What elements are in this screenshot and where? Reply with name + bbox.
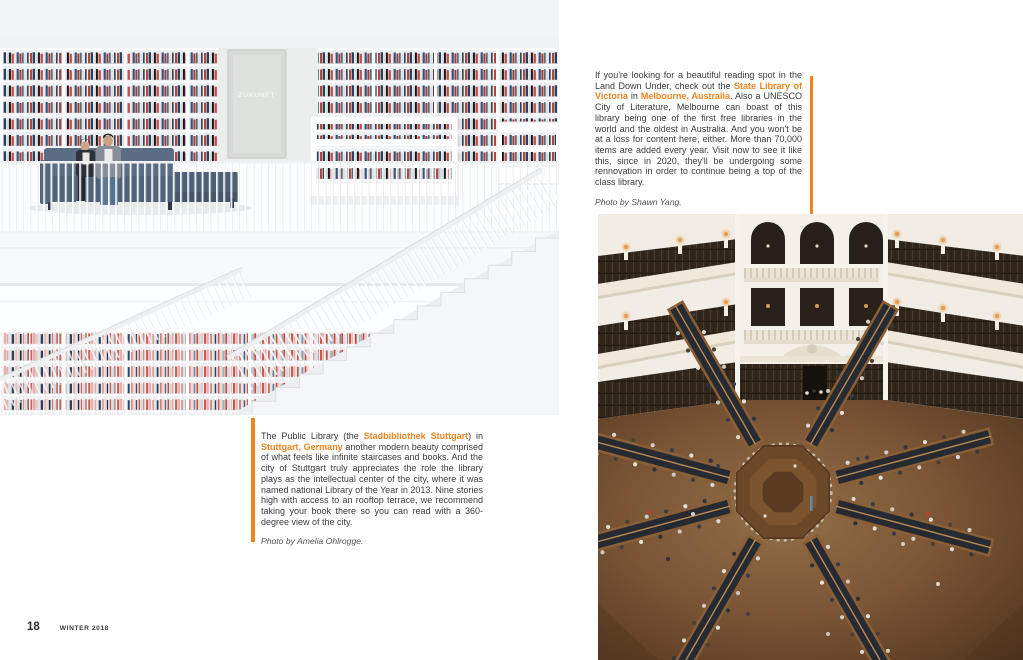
melbourne-paragraph <box>595 70 802 188</box>
highlight-state-library: State Library of Victoria <box>595 80 803 102</box>
stuttgart-photo-illustration <box>0 0 559 415</box>
right-gallery <box>885 230 1023 420</box>
highlight-stadbibliothek: Stadbibliothek Stuttgart <box>363 431 469 441</box>
accent-bar-left <box>251 418 255 542</box>
text-run: in <box>627 91 641 102</box>
text-run: If you're looking for a beautiful reading spot in the Land Down Under, check out the <box>595 70 802 91</box>
blue-flag <box>810 496 813 511</box>
accent-bar-right <box>810 76 814 214</box>
text-run: another modern beauty comprised of what feels like infinite staircases and books. And the city of Stuttgart truly appreciates the role the library plays as the intellectual center of the city, where it was named national Library of the Year in 2013. Nine stories high with access to an rooftop terrace, we recommend taking your book there so you can read with a 360-degree view of the city. <box>261 441 483 527</box>
door-sign-text: ZUKUNFT <box>238 92 276 99</box>
text-run: . Also a UNESCO City of Literature, Melbourne can boast of this library being one of the first free libraries in the world and the oldest in Australia. And you won't be at a loss for content here, either. More than 70,000 items are added every year. Visit now to see it like this, since in 2020, they'll be undergoing some rennovation in order to continue being a top of the class library. <box>595 91 802 188</box>
text-run: The Public Library (the <box>261 431 364 441</box>
melbourne-photo-credit: Photo by Shawn Yang. <box>595 196 682 207</box>
central-desk-hub <box>736 445 830 539</box>
page-number: 18 <box>27 621 40 633</box>
zukunft-door <box>218 48 318 163</box>
text-run: ) in <box>468 431 483 441</box>
stuttgart-caption <box>251 418 488 546</box>
melbourne-caption <box>595 70 817 207</box>
issue-label: WINTER 2018 <box>59 625 109 632</box>
melbourne-photo-illustration <box>598 214 1023 660</box>
melbourne-library-photo <box>598 214 1023 660</box>
stuttgart-photo-credit: Photo by Amelia Ohlrogge. <box>261 536 364 547</box>
highlight-melbourne-australia: Melbourne, Australia <box>640 91 731 102</box>
stuttgart-paragraph <box>261 431 483 527</box>
page-footer <box>27 621 109 633</box>
stuttgart-library-photo <box>0 0 559 415</box>
highlight-stuttgart-germany: Stuttgart, Germany <box>261 441 343 452</box>
